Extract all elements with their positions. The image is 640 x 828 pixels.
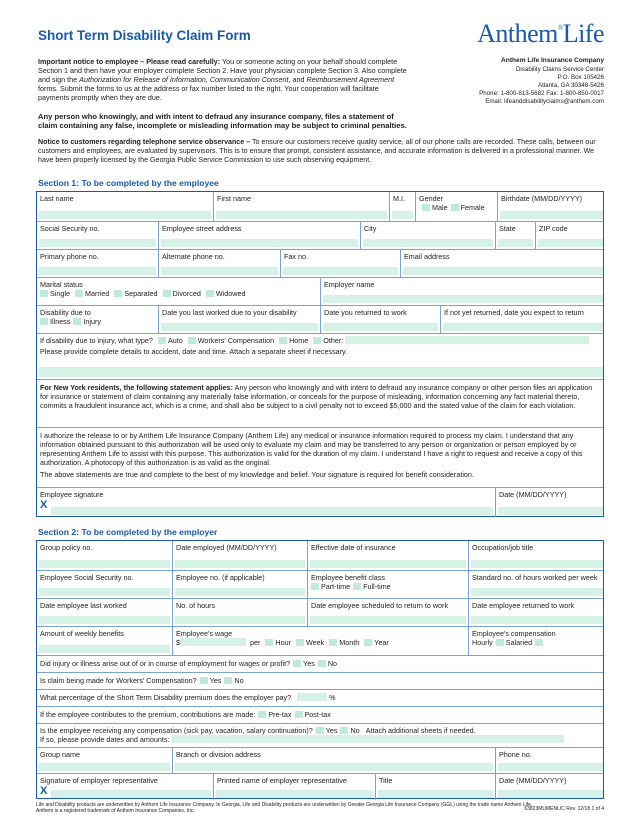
label: Post-tax [304, 710, 331, 719]
label: Widowed [215, 289, 246, 298]
contrib-question [37, 707, 605, 723]
sched-return-field[interactable] [307, 599, 468, 626]
label: Employee no. (if applicable) [176, 573, 265, 582]
fraud-warning: Any person who knowingly, and with intent to defraud any insurance company, files a statement of claim containing any false, incomplete or misleading information may be subject to criminal penalties. [38, 112, 407, 131]
state-field[interactable] [495, 222, 535, 249]
label: Workers' Compensation [197, 336, 275, 345]
label: Marital status [40, 280, 83, 289]
pretax-checkbox[interactable] [258, 711, 266, 718]
label: Employee's compensation [472, 629, 556, 638]
label: Hourly [472, 638, 493, 647]
s1-authorization [37, 427, 603, 487]
label: State [499, 224, 516, 233]
label: Other: [323, 336, 344, 345]
label: Full-time [363, 582, 391, 591]
wc-yes-checkbox[interactable] [200, 677, 208, 684]
footer-line: Anthem is a registered trademark of Anthem Insurance Companies, Inc. [36, 808, 195, 815]
other-input[interactable] [345, 336, 589, 344]
last-name-field[interactable] [37, 192, 213, 221]
s1-row5 [37, 305, 603, 333]
effective-date-field[interactable] [307, 541, 468, 570]
emp-returned-field[interactable] [468, 599, 605, 626]
label: Part-time [321, 582, 351, 591]
label: Separated [124, 289, 158, 298]
employee-signature-field[interactable] [37, 488, 495, 517]
auth-text: I authorize the release to or by Anthem Life Insurance Company (Anthem Life) any medical or insurance information required to process my claim. I understand that any information obtained pursuant to this authorization will be used only to evaluate my claim and may be transferred to any person or organization or person employed by or representing Anthem Life to assist with this purpose. This authorization is valid for the duration of my claim. I understand I have a right to request and receive a copy of this authorization. A photocopy of this authorization is as valid as the original. [40, 431, 583, 467]
pct-input[interactable] [297, 693, 327, 701]
label: Primary phone no. [40, 252, 99, 261]
label: Injury [83, 317, 101, 326]
ssn-field[interactable] [37, 222, 158, 249]
label: City [364, 224, 377, 233]
title-field[interactable] [375, 774, 495, 800]
label: Title [379, 776, 393, 785]
arise-question [37, 656, 605, 672]
label: Yes [209, 676, 222, 685]
label: Date (MM/DD/YYYY) [499, 776, 567, 785]
label: Married [84, 289, 110, 298]
signature-x: X [40, 785, 48, 797]
alt-phone-field[interactable] [158, 250, 280, 277]
comp-yes-checkbox[interactable] [316, 727, 324, 734]
intro-italic: Authorization for Release of Information, Communication Consent [79, 75, 289, 84]
arise-yes-checkbox[interactable] [293, 660, 301, 667]
home-checkbox[interactable] [279, 337, 287, 344]
label: Illness [50, 317, 71, 326]
group-policy-field[interactable] [37, 541, 172, 570]
street-address-field[interactable] [158, 222, 360, 249]
first-name-field[interactable] [213, 192, 389, 221]
label: Standard no. of hours worked per week [472, 573, 598, 582]
label: No [327, 659, 338, 668]
s2-q-pct [37, 689, 603, 706]
label: Employee street address [162, 224, 242, 233]
label: Fax no. [284, 252, 308, 261]
intro-bold: Important notice to employee – Please read carefully: [38, 57, 221, 66]
wage-input[interactable] [180, 638, 246, 646]
s1-row3 [37, 249, 603, 277]
label: Group name [40, 750, 80, 759]
label: Date you returned to work [324, 308, 407, 317]
intro-text: , and [288, 75, 307, 84]
ny-bold: For New York residents, the following statement applies: [40, 383, 234, 392]
single-checkbox[interactable] [40, 290, 48, 297]
marital-status-field [37, 278, 320, 305]
addr-line: Phone: 1-800-813-5682 Fax: 1-800-850-0017 [479, 89, 604, 97]
logo-life: Life [562, 19, 604, 48]
label: No [350, 726, 360, 735]
anthem-life-logo: Anthem®Life [477, 19, 604, 48]
mi-field[interactable] [389, 192, 415, 221]
primary-phone-field[interactable] [37, 250, 158, 277]
label: Auto [167, 336, 183, 345]
week-checkbox[interactable] [296, 639, 304, 646]
label: First name [217, 194, 251, 203]
true-statement: The above statements are true and complete to the best of my knowledge and belief. Your signature is required for benefit consideration. [40, 470, 474, 479]
section2-heading: Section 2: To be completed by the employer [38, 527, 218, 537]
fax-field[interactable] [280, 250, 400, 277]
city-field[interactable] [360, 222, 495, 249]
label: Employer name [324, 280, 375, 289]
label: Date employee last worked [40, 601, 127, 610]
illness-checkbox[interactable] [40, 318, 48, 325]
gender-field [415, 192, 497, 221]
label: No. of hours [176, 601, 216, 610]
label: Effective date of insurance [311, 543, 396, 552]
label: Date (MM/DD/YYYY) [499, 490, 567, 499]
label: Is the employee receiving any compensation (sick pay, vacation, salary continuation)? [40, 726, 313, 735]
label: Date employee returned to work [472, 601, 575, 610]
label: Amount of weekly benefits [40, 629, 124, 638]
label: Employee signature [40, 490, 104, 499]
intro-notice [38, 57, 410, 102]
hourly-checkbox[interactable] [496, 639, 504, 646]
arise-no-checkbox[interactable] [318, 660, 326, 667]
label: Birthdate (MM/DD/YYYY) [501, 194, 583, 203]
label: Salaried [505, 638, 533, 647]
intro-italic: Reimbursement Agreement [306, 75, 395, 84]
label: If disability due to injury, what type? [40, 336, 153, 345]
dollar-sign: $ [176, 638, 180, 647]
s1-row2 [37, 221, 603, 249]
employee-no-field[interactable] [172, 571, 307, 598]
s2-row2 [37, 570, 603, 598]
printed-name-field[interactable] [213, 774, 375, 800]
label: No [234, 676, 244, 685]
s1-row6 [37, 333, 603, 379]
group-name-field[interactable] [37, 748, 172, 773]
widowed-checkbox[interactable] [206, 290, 214, 297]
intro-text: You or someone acting on your behalf should complete Section 1 and then have your employer complete Section 2. Have your physician complete Section 3. Also complete and sign the [38, 57, 407, 84]
last-worked-field[interactable] [158, 306, 320, 333]
addr-line: Disability Claims Service Center [515, 65, 604, 73]
company-address [479, 57, 604, 106]
telephone-notice [38, 138, 604, 165]
employer-name-field[interactable] [320, 278, 605, 305]
ny-statement [37, 380, 605, 427]
addr-line: P.O. Box 105426 [557, 73, 604, 81]
s2-q-wc [37, 672, 603, 689]
s2-row4 [37, 626, 603, 655]
expect-return-field[interactable] [440, 306, 605, 333]
label: Phone no. [499, 750, 532, 759]
date-employed-field[interactable] [172, 541, 307, 570]
label: If so, please provide dates and amounts: [40, 735, 170, 744]
label: M.I. [393, 194, 405, 203]
notice-bold: Notice to customers regarding telephone service observance – [38, 138, 251, 146]
label: Single [50, 289, 70, 298]
label: Hour [275, 638, 291, 647]
comp-no-checkbox[interactable] [340, 727, 348, 734]
label: Employee benefit class [311, 573, 385, 582]
logo-anthem: Anthem [477, 19, 558, 48]
form-id: 63823MUMENLIC Rev. 12/18 1 of 4 [524, 806, 604, 812]
addr-line: Atlanta, GA 30348-5426 [537, 81, 604, 89]
label: per [250, 638, 261, 647]
s1-row1 [37, 192, 603, 221]
label: Did injury or illness arise out of or in course of employment for wages or profit? [40, 659, 291, 668]
injury-type-field [37, 334, 605, 379]
label: Divorced [172, 289, 201, 298]
rep-signature-field[interactable] [37, 774, 213, 800]
label: Social Security no. [40, 224, 100, 233]
rep-date-field[interactable] [495, 774, 605, 800]
wc-question [37, 673, 605, 689]
s1-row4 [37, 277, 603, 305]
occupation-field[interactable] [468, 541, 605, 570]
male-checkbox[interactable] [422, 204, 430, 211]
label: If the employee contributes to the premium, contributions are made: [40, 710, 256, 719]
company-name: Anthem Life Insurance Company [501, 57, 604, 64]
s2-q-comp [37, 723, 603, 747]
married-checkbox[interactable] [75, 290, 83, 297]
ny-text: Any person who knowingly and with intent to defraud any insurance company or other person files an application for insurance or statement of claim containing any materially false information, or conceals for the purpose of misleading, information concerning any fact material thereto, commits a fraudulent insurance act, which is a crime, and shall also be subject to a civil penalty not to exceed $5,000 and the stated value of the claim for each violation. [40, 383, 593, 410]
other-checkbox[interactable] [313, 337, 321, 344]
label: Yes [303, 659, 315, 668]
divorced-checkbox[interactable] [163, 290, 171, 297]
section1-heading: Section 1: To be completed by the employee [38, 178, 219, 188]
salaried-checkbox[interactable] [535, 639, 543, 646]
wc-no-checkbox[interactable] [224, 677, 232, 684]
authorization-text [37, 428, 605, 487]
label: Male [432, 203, 448, 212]
s2-q-contrib [37, 706, 603, 723]
label: ZIP code [539, 224, 568, 233]
hours-field[interactable] [172, 599, 307, 626]
label: Occupation/job title [472, 543, 534, 552]
injury-details-input[interactable] [39, 367, 603, 377]
compensation-field [468, 627, 605, 655]
addr-email: Email: lifeanddisabilityclaims@anthem.com [485, 97, 604, 105]
label: If not yet returned, date you expect to return [444, 308, 584, 317]
benefit-class-field [307, 571, 468, 598]
separated-checkbox[interactable] [114, 290, 122, 297]
injury-checkbox[interactable] [73, 318, 81, 325]
weekly-benefits-field[interactable] [37, 627, 172, 655]
percent-sign: % [329, 693, 336, 702]
s2-q-arise [37, 655, 603, 672]
label: Gender [419, 194, 443, 203]
label: Week [305, 638, 325, 647]
wage-field [172, 627, 468, 655]
label: Email address [404, 252, 450, 261]
emp-last-worked-field[interactable] [37, 599, 172, 626]
label: Alternate phone no. [162, 252, 225, 261]
page-title: Short Term Disability Claim Form [38, 28, 251, 43]
s2-row-group [37, 747, 603, 773]
comp-details-input[interactable] [172, 735, 564, 743]
label: Date employed (MM/DD/YYYY) [176, 543, 277, 552]
part-time-checkbox[interactable] [311, 583, 319, 590]
disability-due-field [37, 306, 158, 333]
posttax-checkbox[interactable] [295, 711, 303, 718]
employee-ssn-field[interactable] [37, 571, 172, 598]
section1-form [36, 191, 604, 517]
signature-date-field[interactable] [495, 488, 605, 517]
std-hours-field[interactable] [468, 571, 605, 598]
footer-line: Life and Disability products are underwritten by Anthem Life Insurance Company. In Georgia, Life and Disability products are underwritten by Greater Georgia Life Insurance Company (GGL) using the trade name Anthem Life. [36, 802, 533, 808]
zip-field[interactable] [535, 222, 605, 249]
label: What percentage of the Short Term Disability premium does the employer pay? [40, 693, 292, 702]
footer-disclaimer [36, 802, 532, 815]
workers-comp-checkbox[interactable] [188, 337, 196, 344]
intro-text: forms. Submit the forms to us at the address or fax number listed to the right. Your cooperation will facilitate payments promptly when they are due. [38, 84, 379, 102]
label: Last name [40, 194, 74, 203]
signature-x: X [40, 499, 48, 511]
s1-ny-statement [37, 379, 603, 427]
s2-row-sig [37, 773, 603, 800]
label: Yes [325, 726, 338, 735]
label: Year [374, 638, 389, 647]
birthdate-field[interactable] [497, 192, 605, 221]
returned-field[interactable] [320, 306, 440, 333]
comp-question [37, 724, 605, 747]
phone-field[interactable] [495, 748, 605, 773]
label: Branch or division address [176, 750, 261, 759]
injury-details-label: Please provide complete details to accident, date and time. Attach a separate sheet if necessary. [40, 347, 348, 356]
email-field[interactable] [400, 250, 605, 277]
label: Is claim being made for Workers' Compensation? [40, 676, 197, 685]
s2-row1 [37, 541, 603, 570]
s1-signature-row [37, 487, 603, 517]
label: Employee Social Security no. [40, 573, 134, 582]
label: Date you last worked due to your disability [162, 308, 297, 317]
female-checkbox[interactable] [451, 204, 459, 211]
label: Attach additional sheets if needed. [365, 726, 476, 735]
label: Home [289, 336, 309, 345]
label: Group policy no. [40, 543, 93, 552]
section2-form [36, 540, 604, 799]
label: Disability due to [40, 308, 91, 317]
month-checkbox[interactable] [329, 639, 337, 646]
label: Female [460, 203, 485, 212]
label: Signature of employer representative [40, 776, 158, 785]
auto-checkbox[interactable] [158, 337, 166, 344]
notice-text: To ensure our customers receive quality service, all of our phone calls are recorded. These calls, between our customers and employees, are evaluated by supervisors. This is to ensure that prompt, consistent assistance, and accurate information is delivered in a professional manner. We have been properly licensed by the Georgia Public Service Commission to use such observing equipment. [38, 138, 596, 164]
label: Employee's wage [176, 629, 233, 638]
branch-address-field[interactable] [172, 748, 495, 773]
full-time-checkbox[interactable] [353, 583, 361, 590]
year-checkbox[interactable] [364, 639, 372, 646]
label: Printed name of employer representative [217, 776, 347, 785]
label: Pre-tax [268, 710, 292, 719]
label: Month [339, 638, 360, 647]
s2-row3 [37, 598, 603, 626]
label: Date employee scheduled to return to work [311, 601, 449, 610]
pct-question [37, 690, 605, 706]
hour-checkbox[interactable] [265, 639, 273, 646]
